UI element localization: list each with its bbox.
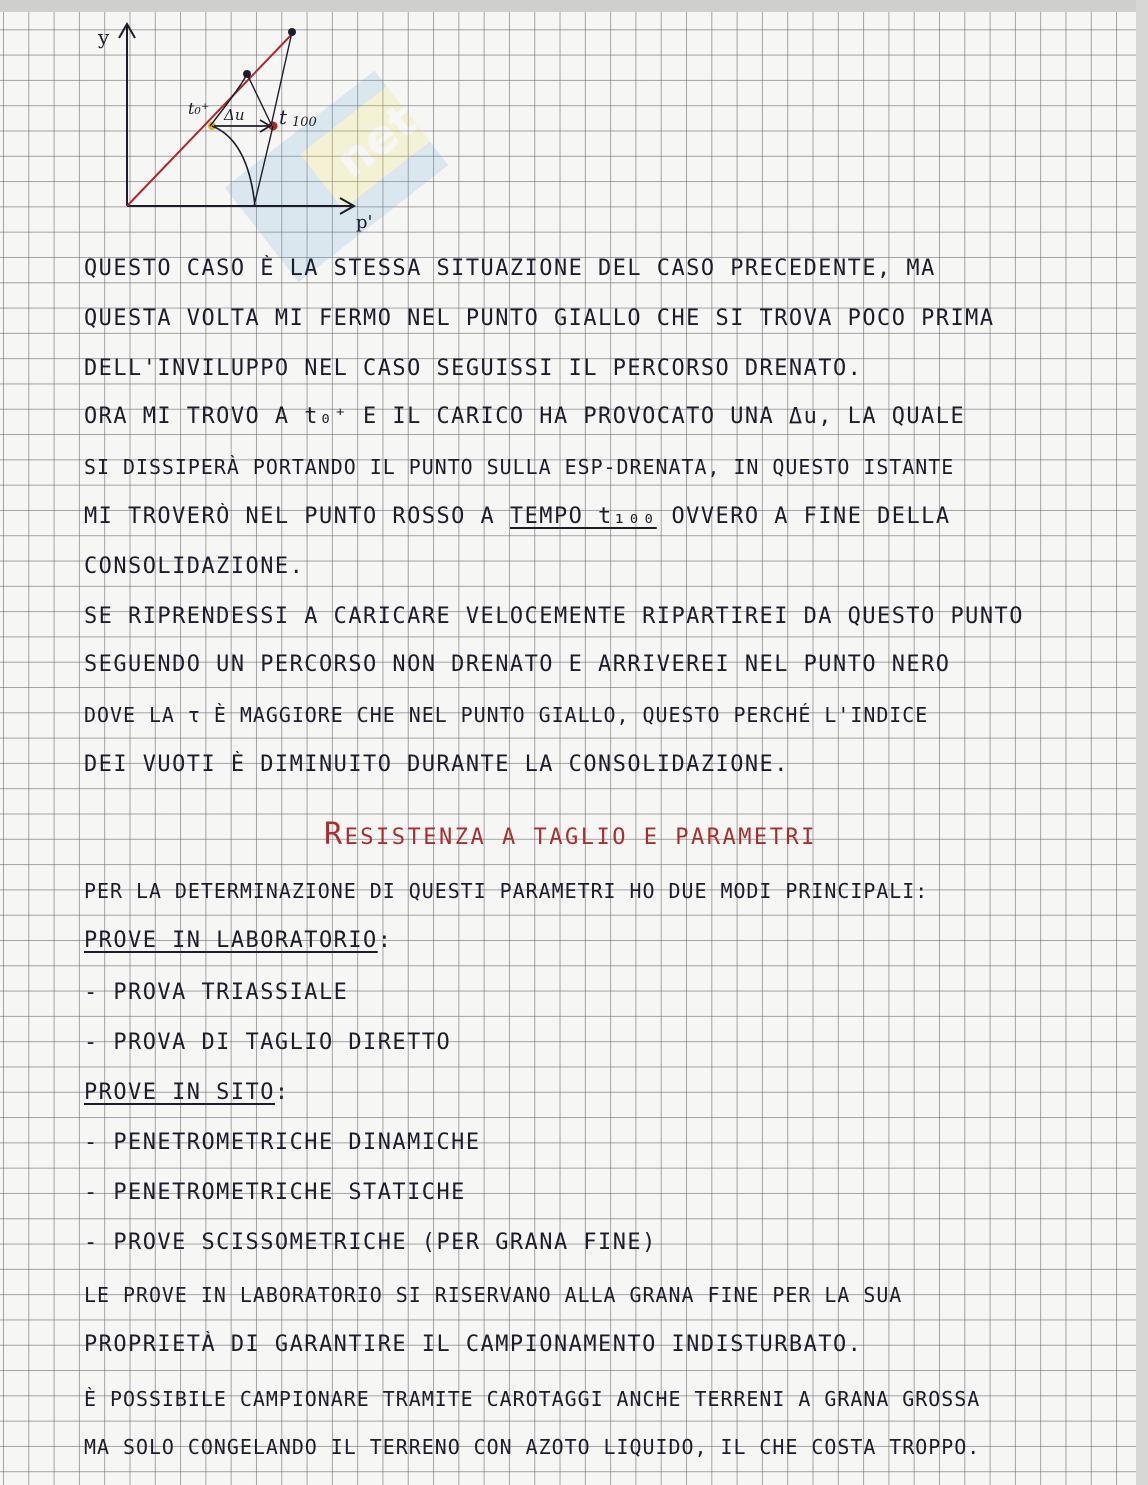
heading-initial: R: [324, 817, 345, 852]
text-line-1: QUESTO CASO È LA STESSA SITUAZIONE DEL CASO PRECEDENTE, MA: [84, 256, 936, 281]
site-tests-colon: :: [274, 1080, 290, 1105]
list-item-direct-shear: - PROVA DI TAGLIO DIRETTO: [84, 1030, 452, 1055]
t0-label: t₀⁺: [188, 99, 210, 118]
t100-label: t: [279, 105, 288, 129]
site-tests-title: [84, 1078, 1060, 1108]
text-line-4: ORA MI TROVO A t₀⁺ E IL CARICO HA PROVOCATO UNA Δu, LA QUALE: [84, 404, 966, 429]
text-line-11: DEI VUOTI È DIMINUITO DURANTE LA CONSOLIDAZIONE.: [84, 752, 789, 777]
text-line-21: È POSSIBILE CAMPIONARE TRAMITE CAROTAGGI ANCHE TERRENI A GRANA GROSSA: [84, 1387, 981, 1411]
list-item-vane: - PROVE SCISSOMETRICHE (PER GRANA FINE): [84, 1230, 657, 1255]
text-line-19: LE PROVE IN LABORATORIO SI RISERVANO ALLA GRANA FINE PER LA SUA: [84, 1283, 903, 1307]
delta-u-label: Δu: [224, 106, 245, 124]
text-line-12: PER LA DETERMINAZIONE DI QUESTI PARAMETRI HO DUE MODI PRINCIPALI:: [84, 879, 929, 903]
torn-top-edge: [0, 0, 1148, 12]
stress-path-diagram: [70, 18, 373, 238]
text-line-20: PROPRIETÀ DI GARANTIRE IL CAMPIONAMENTO INDISTURBATO.: [84, 1332, 863, 1357]
x-axis-label: p': [356, 212, 373, 233]
list-item-static: - PENETROMETRICHE STATICHE: [84, 1180, 466, 1205]
t100-subscript: 100: [292, 115, 317, 130]
text-line-6: [84, 502, 1060, 532]
watermark-text: net: [325, 92, 427, 189]
text-line-8: SE RIPRENDESSI A CARICARE VELOCEMENTE RIPARTIREI DA QUESTO PUNTO: [84, 604, 1024, 629]
text-line-22: MA SOLO CONGELANDO IL TERRENO CON AZOTO LIQUIDO, IL CHE COSTA TROPPO.: [84, 1435, 981, 1459]
text-line-10: DOVE LA τ È MAGGIORE CHE NEL PUNTO GIALLO, QUESTO PERCHÉ L'INDICE: [84, 703, 929, 727]
text-line-2: QUESTA VOLTA MI FERMO NEL PUNTO GIALLO CHE SI TROVA POCO PRIMA: [84, 306, 995, 331]
y-axis-label: y: [98, 25, 110, 49]
drop-path: [247, 74, 271, 124]
section-heading: [324, 818, 817, 855]
text-line-5: SI DISSIPERÀ PORTANDO IL PUNTO SULLA ESP-DRENATA, IN QUESTO ISTANTE: [84, 455, 955, 479]
text-line-9: SEGUENDO UN PERCORSO NON DRENATO E ARRIVEREI NEL PUNTO NERO: [84, 652, 951, 677]
site-tests-heading: PROVE IN SITO: [84, 1080, 275, 1105]
drained-path: [254, 126, 273, 206]
lab-tests-heading: PROVE IN LABORATORIO: [84, 928, 378, 953]
heading-text: ESISTENZA A TAGLIO E PARAMETRI: [344, 825, 817, 850]
text-line-3: DELL'INVILUPPO NEL CASO SEGUISSI IL PERCORSO DRENATO.: [84, 356, 863, 381]
right-page-edge: [1136, 0, 1148, 1485]
list-item-triaxial: - PROVA TRIASSIALE: [84, 980, 349, 1005]
undrained-path: [212, 126, 255, 206]
underlined-time: TEMPO t₁₀₀: [509, 504, 657, 529]
text-line-6-end: OVVERO A FINE DELLA: [671, 504, 951, 529]
lab-tests-colon: :: [377, 928, 393, 953]
lab-tests-title: [84, 926, 1060, 956]
list-item-dynamic: - PENETROMETRICHE DINAMICHE: [84, 1130, 481, 1155]
text-line-6-start: MI TROVERÒ NEL PUNTO ROSSO A: [84, 504, 496, 529]
text-line-7: CONSOLIDAZIONE.: [84, 554, 305, 579]
